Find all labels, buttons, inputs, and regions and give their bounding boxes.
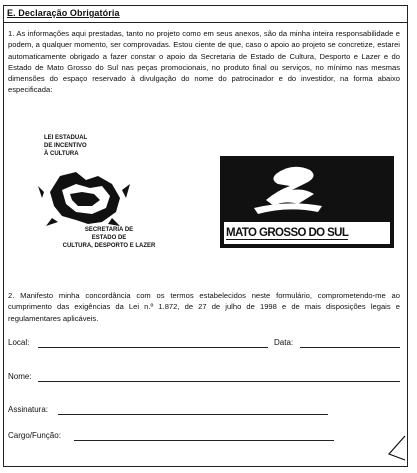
data-field[interactable] [300,347,400,348]
cargo-label: Cargo/Função: [8,431,61,440]
paragraph-2: 2. Manifesto minha concordância com os termos estabelecidos neste formulário, comprometendo-me ao cumprimento das exigências da Lei n.º 1.872, de 27 de julho de 1998 e de mais disposições legais e regulamentares aplicáveis. [8,291,400,323]
assinatura-field[interactable] [58,414,328,415]
governo-popular-text: Governo Popular [276,216,325,222]
assinatura-label: Assinatura: [8,405,49,414]
corner-page-mark [385,430,407,466]
lei-line: À CULTURA [44,151,79,157]
data-label: Data: [274,338,294,347]
nome-label: Nome: [8,372,32,381]
paragraph-1: 1. As informações aqui prestadas, tanto no projeto como em seus anexos, são da minha inteira responsabilidade e podem, a qualquer momento, ser comprovadas. Estou ciente de que, caso o apoio ao projeto se concretize, estarei automaticamente obrigado a fazer constar o apoio da Secretaria de Estado de Cultura, Desporto e Lazer e do Estado de Mato Grosso do Sul nas peças promocionais, no produto final ou serviços, no mínimo nas mesmas dimensões do espaço reservado à divulgação do nome do patrocinador e do investidor, na forma abaixo especificada: [8,29,400,95]
section-title: E. Declaração Obrigatória [7,8,120,18]
local-field[interactable] [38,347,268,348]
mato-grosso-do-sul-text: MATO GROSSO DO SUL [226,227,349,239]
cargo-field[interactable] [74,440,334,441]
lei-estadual-text [44,134,87,158]
secretaria-line: CULTURA, DESPORTO E LAZER [62,243,156,249]
secretaria-text [44,226,174,250]
local-label: Local: [8,338,30,347]
secretaria-line: SECRETARIA DE [84,227,134,233]
secretaria-line: ESTADO DE [91,235,127,241]
section-header [4,6,407,23]
declaration-form [3,5,408,467]
lei-line: DE INCENTIVO [44,143,87,149]
lei-line: LEI ESTADUAL [44,135,88,141]
nome-field[interactable] [38,381,400,382]
